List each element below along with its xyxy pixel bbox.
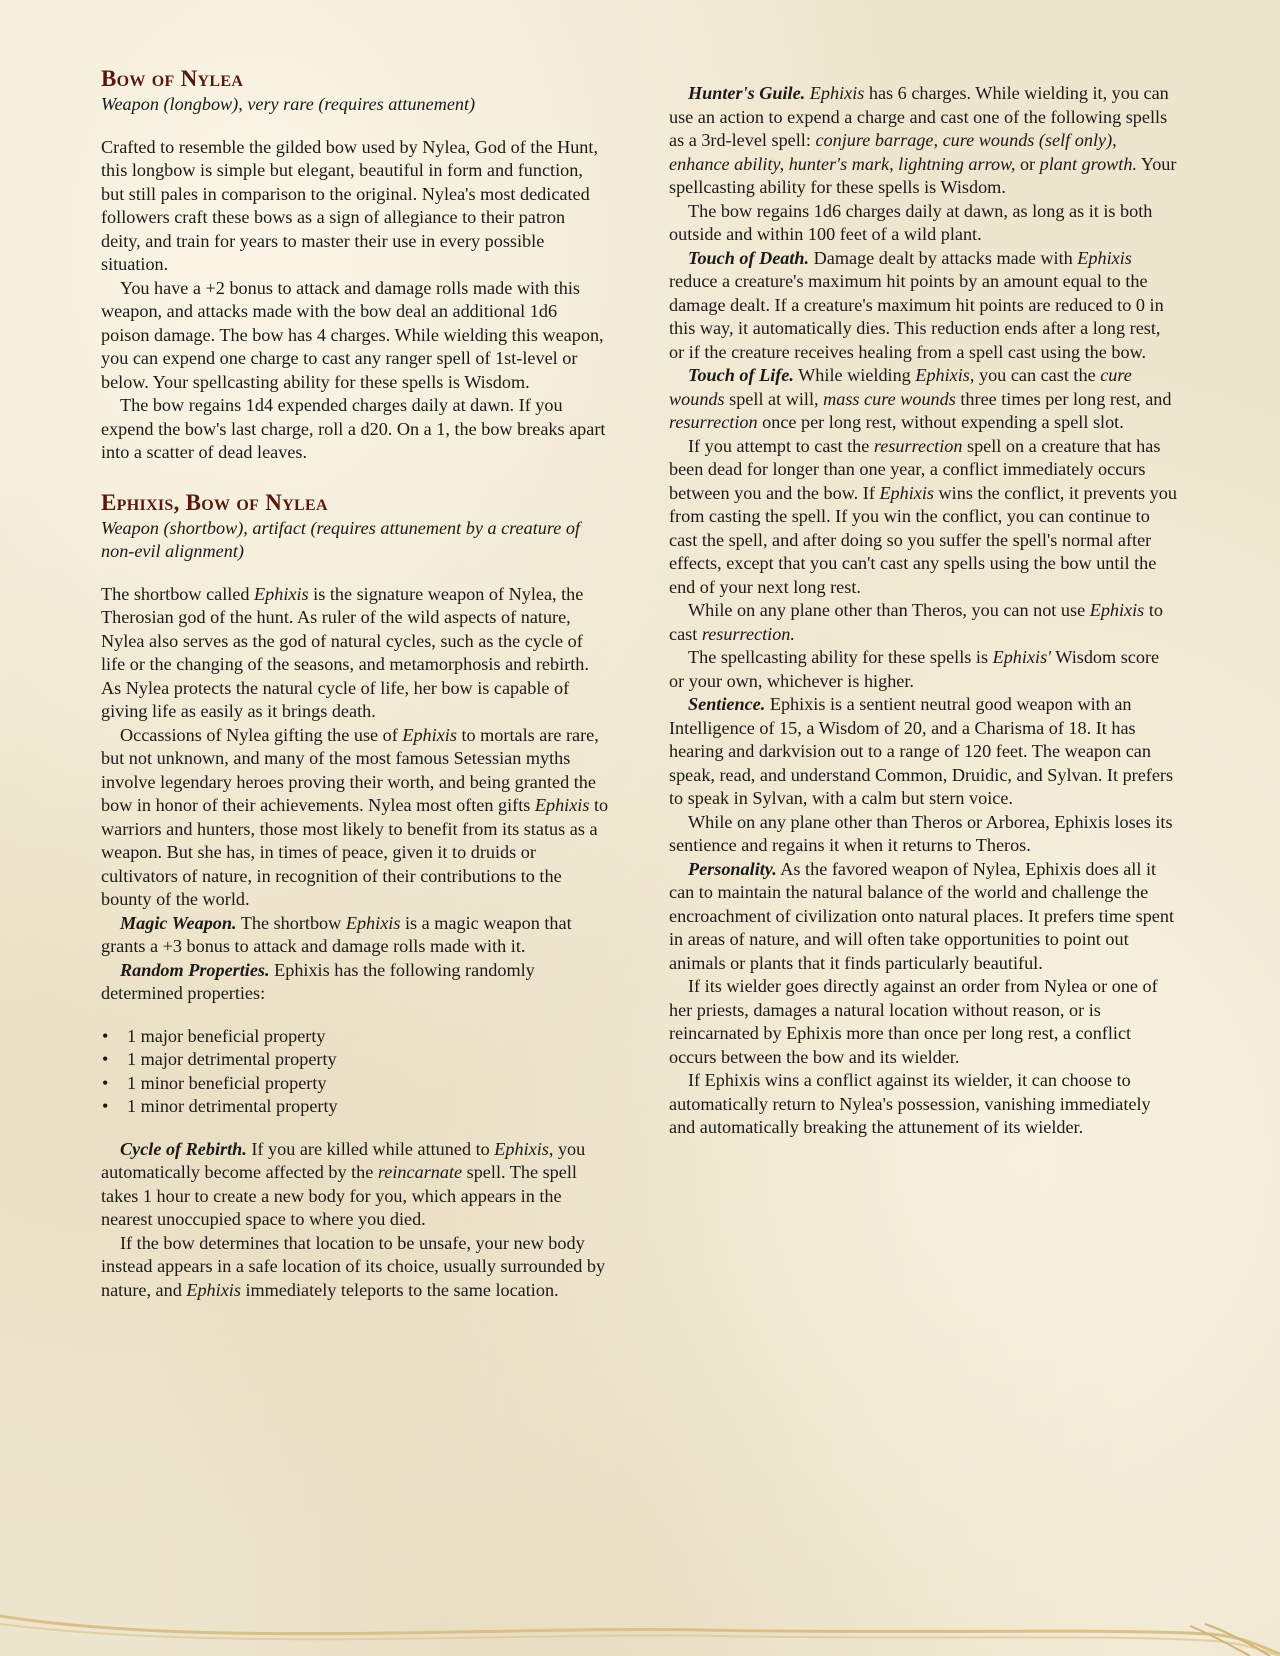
section-title-bow-of-nylea: Bow of Nylea bbox=[101, 66, 244, 91]
paragraph-sentience-loss: While on any plane other than Theros or Arborea, Ephixis loses its sentience and regains it when it returns to Theros. bbox=[669, 811, 1173, 855]
paragraph-unsafe: If the bow determines that location to be unsafe, your new body instead appears in a safe location of its choice, usually surrounded by nature, and Ephixis immediately teleports to the same location. bbox=[101, 1232, 606, 1300]
paragraph-conflict: If you attempt to cast the resurrection spell on a creature that has been dead for longer than one year, a conflict immediately occurs between you and the bow. If Ephixis wins the conflict, it prevents you from casting the spell. If you win the conflict, you can continue to cast the spell, and after doing so you suffer the spell's normal after effects, except that you can't cast any spells using the bow until the end of your next long rest. bbox=[669, 435, 1177, 597]
right-column bbox=[669, 82, 1177, 1140]
paragraph-touch-of-death: Touch of Death. Damage dealt by attacks made with Ephixis reduce a creature's maximum hit points by an amount equal to the damage dealt. If a creature's maximum hit points are reduced to 0 in this way, it automatically dies. This reduction ends after a long rest, or if the creature receives healing from a spell cast using the bow. bbox=[669, 247, 1164, 362]
paragraph-wins: If Ephixis wins a conflict against its wielder, it can choose to automatically return to Nylea's possession, vanishing immediately and automatically breaking the attunement of its wielder. bbox=[669, 1070, 1151, 1137]
item-subtitle: Weapon (shortbow), artifact (requires attunement by a creature of non-evil alignment) bbox=[101, 517, 581, 561]
list-item: • 1 minor detrimental property bbox=[102, 1096, 338, 1116]
paragraph-wielder-conflict: If its wielder goes directly against an order from Nylea or one of her priests, damages a natural location without reason, or is reincarnated by Ephixis more than once per long rest, a conflict occurs between the bow and its wielder. bbox=[669, 976, 1158, 1067]
property-list bbox=[101, 1025, 609, 1119]
paragraph-intro: The shortbow called Ephixis is the signature weapon of Nylea, the Therosian god of the hunt. As ruler of the wild aspects of nature, Nylea also serves as the god of natural cycles, such as the cycle of life or the changing of the seasons, and metamorphosis and rebirth. As Nylea protects the natural cycle of life, her bow is capable of giving life as easily as it brings death. bbox=[101, 583, 589, 721]
list-item: • 1 minor beneficial property bbox=[102, 1072, 327, 1093]
paragraph-cycle-of-rebirth: Cycle of Rebirth. If you are killed while attuned to Ephixis, you automatically become affected by the reincarnate spell. The spell takes 1 hour to create a new body for you, which appears in the nearest unoccupied space to where you died. bbox=[101, 1138, 586, 1229]
paragraph-personality: Personality. As the favored weapon of Nylea, Ephixis does all it can to maintain the natural balance of the world and challenge the encroachment of civilization onto natural places. It prefers time spent in areas of nature, and will often take opportunities to point out animals or plants that it finds particularly beautiful. bbox=[669, 858, 1175, 973]
item-subtitle: Weapon (longbow), very rare (requires attunement) bbox=[101, 94, 476, 114]
paragraph-sentience: Sentience. Ephixis is a sentient neutral good weapon with an Intelligence of 15, a Wisdom of 20, and a Charisma of 18. It has hearing and darkvision out to a range of 120 feet. The weapon can speak, read, and understand Common, Druidic, and Sylvan. It prefers to speak in Sylvan, with a calm but stern voice. bbox=[669, 694, 1174, 808]
paragraph-hunters-guile: Hunter's Guile. Ephixis has 6 charges. While wielding it, you can use an action to expend a charge and cast one of the following spells as a 3rd-level spell: conjure barrage, cure wounds (self only), enhance ability, hunter's mark, lightning arrow, or plant growth. Your spellcasting ability for these spells is Wisdom. bbox=[669, 83, 1177, 197]
paragraph: Crafted to resemble the gilded bow used by Nylea, God of the Hunt, this longbow is simple but elegant, beautiful in form and function, but still pales in comparison to the original. Nylea's most dedicated followers craft these bows as a sign of allegiance to their patron deity, and train for years to master their use in every possible situation. bbox=[101, 136, 599, 274]
paragraph-occasions: Occassions of Nylea gifting the use of Ephixis to mortals are rare, but not unknown, and many of the most famous Setessian myths involve legendary heroes proving their worth, and being granted the bow in honor of their achievements. Nylea most often gifts Ephixis to warriors and hunters, those most likely to benefit from its status as a weapon. But she has, in times of peace, given it to druids or cultivators of nature, in recognition of their contributions to the bounty of the world. bbox=[101, 724, 609, 909]
paragraph-plane: While on any plane other than Theros, you can not use Ephixis to cast resurrection. bbox=[669, 600, 1163, 644]
paragraph-touch-of-life: Touch of Life. While wielding Ephixis, you can cast the cure wounds spell at will, mass cure wounds three times per long rest, and resurrection once per long rest, without expending a spell slot. bbox=[669, 365, 1172, 432]
section-title-ephixis: Ephixis, Bow of Nylea bbox=[101, 489, 328, 515]
footer-ornament bbox=[0, 1586, 1280, 1656]
paragraph: The bow regains 1d4 expended charges daily at dawn. If you expend the bow's last charge, roll a d20. On a 1, the bow breaks apart into a scatter of dead leaves. bbox=[101, 395, 606, 462]
paragraph-regain: The bow regains 1d6 charges daily at dawn, as long as it is both outside and within 100 feet of a wild plant. bbox=[669, 200, 1153, 244]
list-item: • 1 major detrimental property bbox=[102, 1049, 337, 1069]
paragraph: You have a +2 bonus to attack and damage rolls made with this weapon, and attacks made with the bow deal an additional 1d6 poison damage. The bow has 4 charges. While wielding this weapon, you can expend one charge to cast any ranger spell of 1st-level or below. Your spellcasting ability for these spells is Wisdom. bbox=[101, 277, 604, 392]
paragraph-ability: The spellcasting ability for these spells is Ephixis' Wisdom score or your own, whichever is higher. bbox=[669, 647, 1160, 691]
left-column bbox=[101, 65, 609, 1302]
list-item: • 1 major beneficial property bbox=[102, 1025, 326, 1046]
paragraph-random-properties: Random Properties. Ephixis has the following randomly determined properties: bbox=[101, 959, 535, 1003]
paragraph-magic-weapon: Magic Weapon. The shortbow Ephixis is a magic weapon that grants a +3 bonus to attack and damage rolls made with it. bbox=[101, 912, 572, 956]
